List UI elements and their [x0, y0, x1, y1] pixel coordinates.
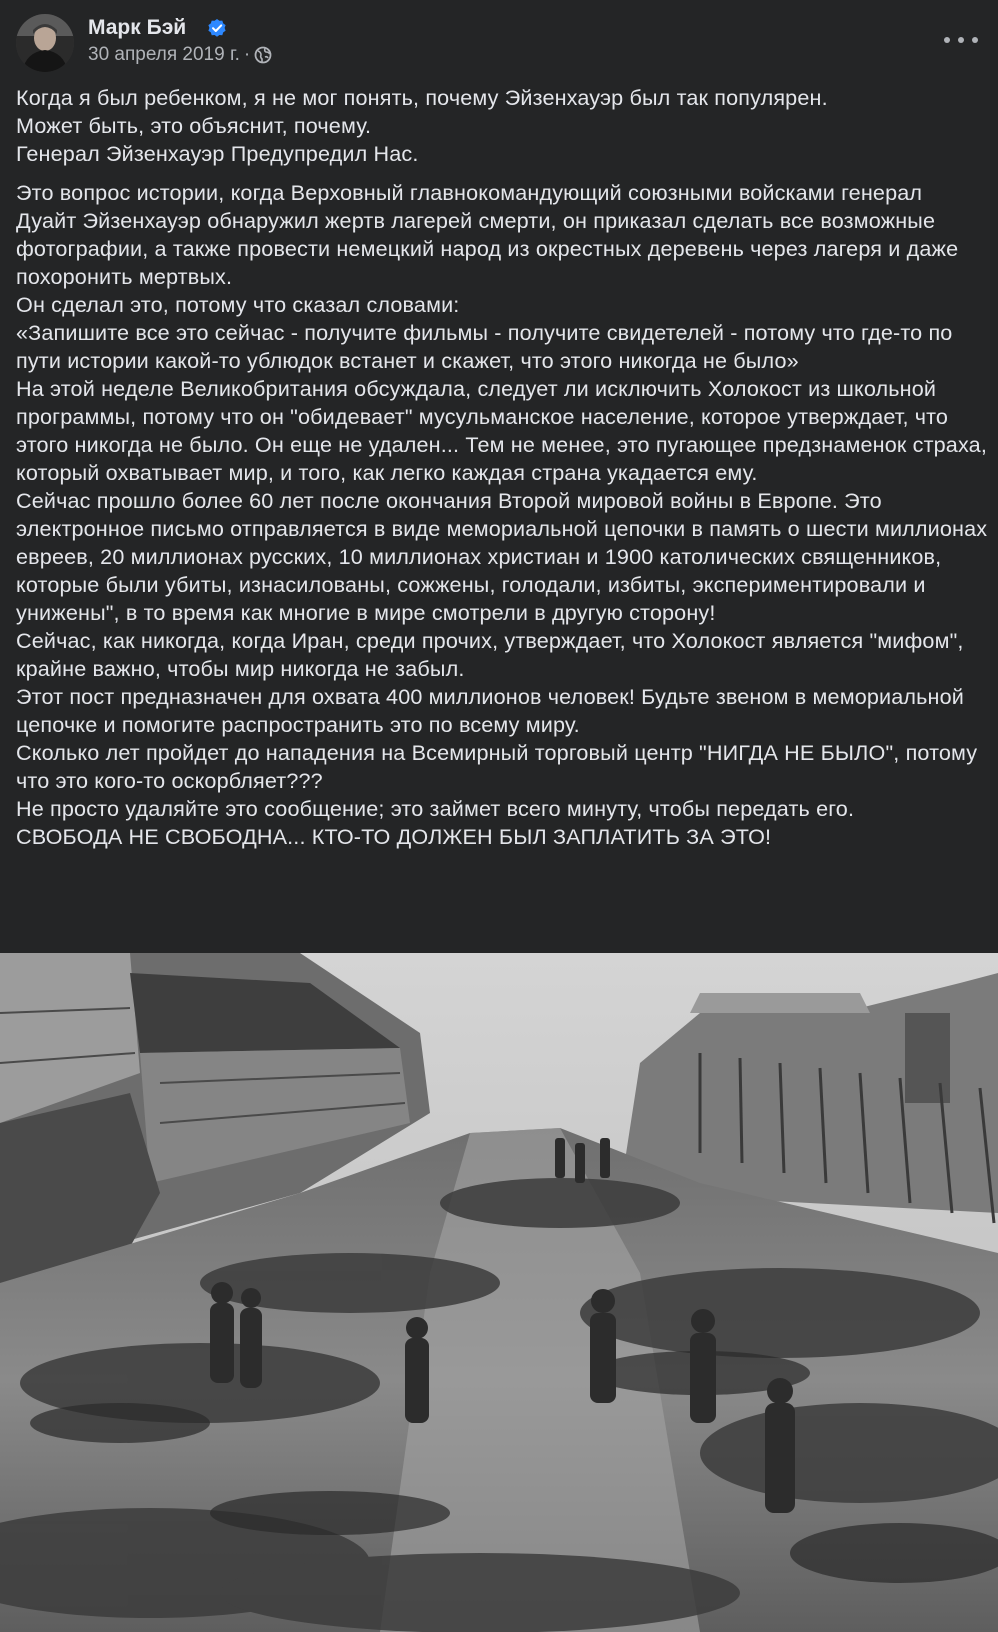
meta-separator: ·	[243, 44, 251, 65]
post-header	[0, 0, 998, 80]
historical-photo-image	[0, 953, 998, 1632]
author-name[interactable]: Марк Бэй	[88, 16, 187, 39]
post-text	[16, 84, 988, 851]
post-paragraph: Когда я был ребенком, я не мог понять, почему Эйзенхауэр был так популярен. Может быть, это объяснит, почему. Генерал Эйзенхауэр Предупредил Нас.	[16, 85, 828, 166]
post-photo[interactable]	[0, 953, 998, 1632]
post-date[interactable]: 30 апреля 2019 г.	[88, 44, 240, 65]
avatar[interactable]	[16, 14, 74, 72]
post-paragraph: Это вопрос истории, когда Верховный главнокомандующий союзными войсками генерал Дуайт Эйзенхауэр обнаружил жертв лагерей смерти, он приказал сделать все возможные фотографии, а также провести немецкий народ из окрестных деревень через лагеря и даже похоронить мертвых. Он сделал это, потому что сказал словами: «Запишите все это сейчас - получите фильмы - получите свидетелей - потому что где-то по пути истории какой-то ублюдок встанет и скажет, что этого никогда не было» На этой неделе Великобритания обсуждала, следует ли исключить Холокост из школьной программы, потому что он "обидевает" мусульманское население, которое утверждает, что этого никогда не было. Он еще не удален... Тем не менее, это пугающее предзнаменок страха, который охватывает мир, и того, как легко каждая страна укадается ему. Сейчас прошло более 60 лет после окончания Второй мировой войны в Европе. Это электронное письмо отправляется в виде мемориальной цепочки в память о шести миллионах евреев, 20 миллионах русских, 10 миллионах христиан и 1900 католических священников, которые были убиты, изнасилованы, сожжены, голодали, избиты, экспериментировали и унижены", в то время как многие в мире смотрели в другую сторону! Сейчас, как никогда, когда Иран, среди прочих, утверждает, что Холокост является "мифом", крайне важно, чтобы мир никогда не забыл. Этот пост предназначен для охвата 400 миллионов человек! Будьте звеном в мемориальной цепочке и помогите распространить это по всему миру. Сколько лет пройдет до нападения на Всемирный торговый центр "НИГДА НЕ БЫЛО", потому что это кого-то оскорбляет??? Не просто удаляйте это сообщение; это займет всего минуту, чтобы передать его. СВОБОДА НЕ СВОБОДНА... КТО-ТО ДОЛЖЕН БЫЛ ЗАПЛАТИТЬ ЗА ЭТО!	[16, 180, 988, 849]
globe-icon	[254, 46, 272, 64]
more-options-icon[interactable]	[944, 30, 978, 50]
post-meta	[88, 44, 272, 66]
verified-badge-icon	[207, 18, 227, 38]
